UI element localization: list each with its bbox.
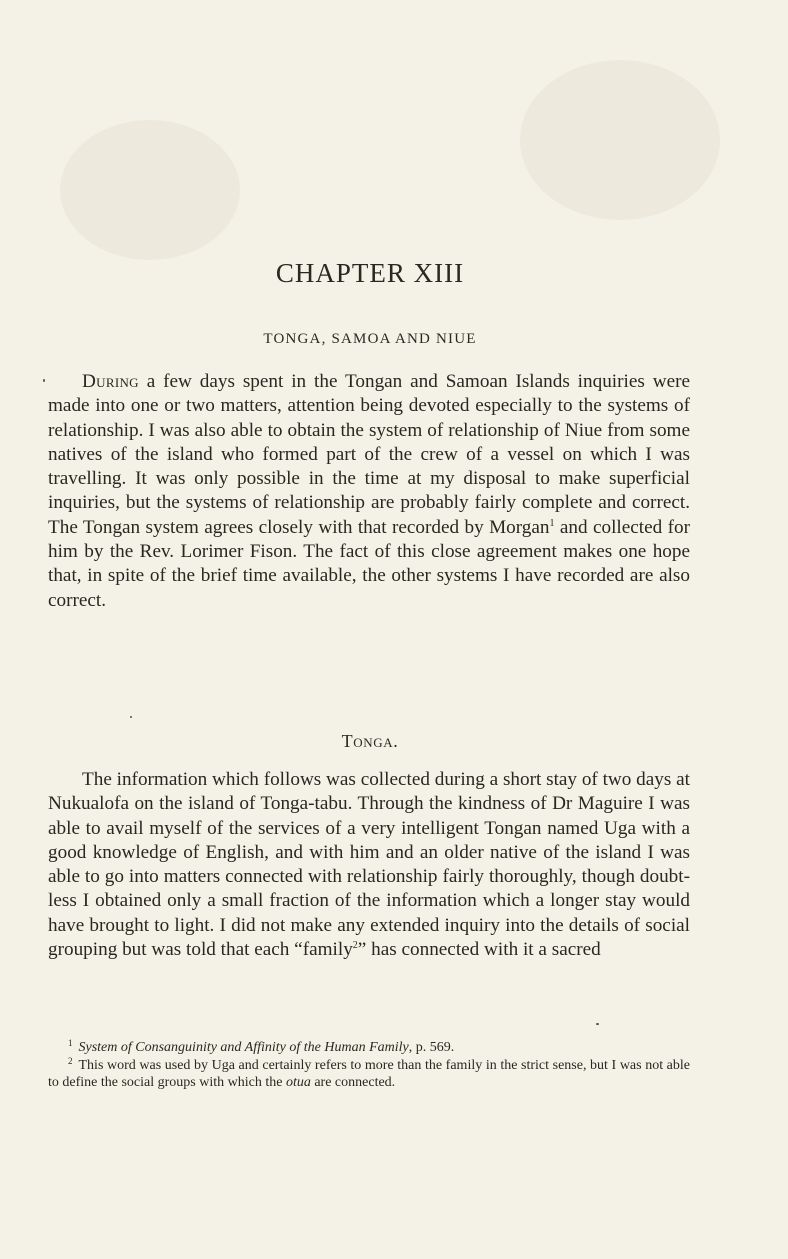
footnote-title: System of Consanguinity and Affinity of the Human Family	[78, 1040, 409, 1055]
paper-stain	[60, 120, 240, 260]
intro-text: a few days spent in the Tongan and Samoan Islands inquiries were made into one or two matters, attention being devoted especially to the systems of relationship. I was also able to obtain the system of relationship of Niue from some natives of the island who formed part of the crew of a vessel on which I was travelling. It was only possible in the time at my disposal to make superficial inquiries, but the systems of relationship are probably fairly complete and correct. The Tongan system agrees closely with that recorded by Morgan	[48, 371, 690, 538]
section-paragraph	[48, 768, 690, 962]
chapter-title: CHAPTER XIII	[275, 258, 465, 288]
ink-speck	[596, 1023, 599, 1025]
footnote-ref-1: 1	[549, 517, 555, 529]
intro-paragraph	[48, 370, 690, 613]
intro-text-continued: and collected for him by the Rev. Lorimer Fison. The fact of this close agreement makes one hope that, in spite of the brief time available, the other systems I have recorded are also correct.	[48, 516, 690, 611]
ink-speck	[130, 716, 132, 718]
section-text-continued: ” has connected with it a sacred	[357, 939, 601, 961]
footnotes	[48, 1039, 690, 1092]
footnote-text: , p. 569.	[408, 1040, 455, 1055]
section-text: The information which follows was collected during a short stay of two days at Nukualofa on the island of Tonga-tabu. Through the kindness of Dr Maguire I was able to avail myself of the services of a very intelligent Tongan named Uga with a good knowledge of English, and with him and an older native of the island I was able to go into matters connected with relationship fairly thoroughly, though doubt-less I obtained only a small fraction of the information which a longer stay would have brought to light. I did not make any extended inquiry into the details of social grouping but was told that each “family	[48, 769, 690, 961]
drop-word: During	[82, 371, 139, 392]
paper-stain	[520, 60, 720, 220]
footnote-text: This word was used by Uga and certainly refers to more than the family in the strict sense, but I was not able to define the social groups with which the	[48, 1057, 690, 1091]
footnote-italic-term: otua	[285, 1075, 311, 1091]
footnote-text-continued: are connected.	[310, 1075, 396, 1091]
footnote-mark: 2	[68, 1055, 73, 1066]
section-heading: Tonga.	[341, 731, 399, 751]
chapter-subtitle: TONGA, SAMOA AND NIUE	[263, 331, 477, 347]
footnote-ref-2: 2	[352, 940, 358, 952]
footnote-mark: 1	[68, 1038, 73, 1048]
footnote-1	[48, 1039, 690, 1057]
ink-speck	[43, 379, 45, 382]
footnote-2	[48, 1057, 690, 1092]
